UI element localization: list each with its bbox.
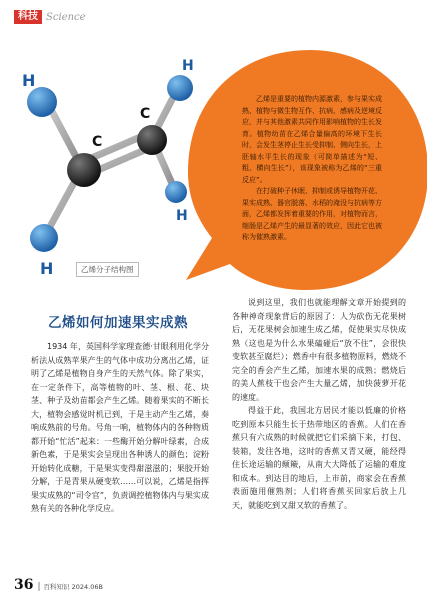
hydrogen-atom-2 [167, 75, 193, 101]
atom-label-h2: H [182, 58, 194, 74]
bonds [46, 88, 178, 234]
atom-label-c1: C [92, 134, 103, 150]
atom-label-h1: H [22, 71, 36, 90]
right-column [232, 296, 406, 512]
body-paragraph: 得益于此，我国北方居民才能以低廉的价格吃到原本只能生长于热带地区的香蕉。人们在香蕉只有六成熟的时候就把它们采摘下来，打包、装箱，发往各地，这时的香蕉又青又硬，能经得住长途运输的颠簸，从南大大降低了运输的难度和成本。到达目的地后，上市前，商家会在香蕉表面施用催熟剂；人们将香蕉买回家后放上几天，就能吃到又甜又软的香蕉了。 [232, 406, 406, 510]
atom-label-h3: H [40, 259, 54, 278]
hydrogen-atom-4 [165, 181, 187, 203]
page-footer [14, 577, 103, 593]
carbon-atom-2 [137, 125, 167, 155]
ethylene-molecule-diagram [6, 48, 220, 284]
hydrogen-atom-1 [27, 87, 57, 117]
figure-caption: 乙烯分子结构图 [76, 262, 139, 277]
body-paragraph: 1934 年，英国科学家理查德·甘眼利用化学分析法从成熟苹果产生的气体中成功分离出乙烯，证明了乙烯是植物自身产生的天然气体。除了果实，在一定条件下，高等植物的叶、茎、根、花、块茎、种子及幼苗都会产生乙烯。随着果实的不断长大，植物会感觉时机已到，于是主动产生乙烯，奏响成熟前的号角。号角一响，植物体内的各种物质都开始“忙活”起来：一些酶开始分解叶绿素，合成新色素，于是果实会呈现出各种诱人的颜色；淀粉开始转化成糖，于是果实变得甜滋滋的；果胶开始分解，于是青果从硬变软……可以说，乙烯是指挥果实成熟的“司令官”，负责调控植物体内与果实成熟有关的各种化学反应。 [31, 342, 209, 513]
page-number: 36 [14, 577, 34, 593]
bubble-paragraph: 在打破种子休眠、抑制或诱导植物开花、果实成熟、器官脱落、水稻的淹没与抗病等方面，乙烯都发挥着重要的作用，对植物而言，缩肠是乙烯产生的最显著的效应，因此它也被称为催熟激素。 [242, 187, 382, 241]
left-column [31, 340, 209, 516]
magazine-issue: 百科知识 2024.06B [43, 583, 103, 591]
atom-label-h4: H [176, 208, 188, 224]
carbon-atom-1 [67, 153, 101, 187]
hydrogen-atom-3 [30, 224, 58, 252]
category-tag: 科技 [14, 10, 42, 24]
bubble-paragraph: 乙烯是重要的植物内源激素，参与果实成熟、植物与微生物互作、抗病、感病及逆境反应，并与其他激素共同作用影响植物的生长发育。植物幼苗在乙烯合量偏高的环境下生长时，会发生茎停止生长受抑制、侧向生长，上胚轴水平生长的现象（可简单描述为“短、粗、横向生长”），该现象被称为乙烯的“三重反应”。 [242, 95, 382, 184]
category-en: Science [46, 11, 86, 23]
section-header [14, 10, 86, 24]
article-title: 乙烯如何加速果实成熟 [48, 315, 188, 331]
footer-separator: | [37, 582, 41, 592]
bubble-text [242, 94, 382, 244]
body-paragraph: 说到这里，我们也就能理解文章开始提到的各种神奇现象背后的原因了：人为砍伤无花果树后，无花果树会加速生成乙烯，促使果实尽快成熟（这也是为什么水果磕碰后“放不住”，会很快变软甚至腐烂）；燃香中有很多植物原料，燃烧不完全的香会产生乙烯，加速水果的成熟；燃烧后的美人蕉枝干也会产生大量乙烯，加快菠萝开花的速度。 [232, 298, 406, 402]
ethylene-molecule-figure [6, 48, 220, 284]
atom-label-c2: C [140, 106, 151, 122]
